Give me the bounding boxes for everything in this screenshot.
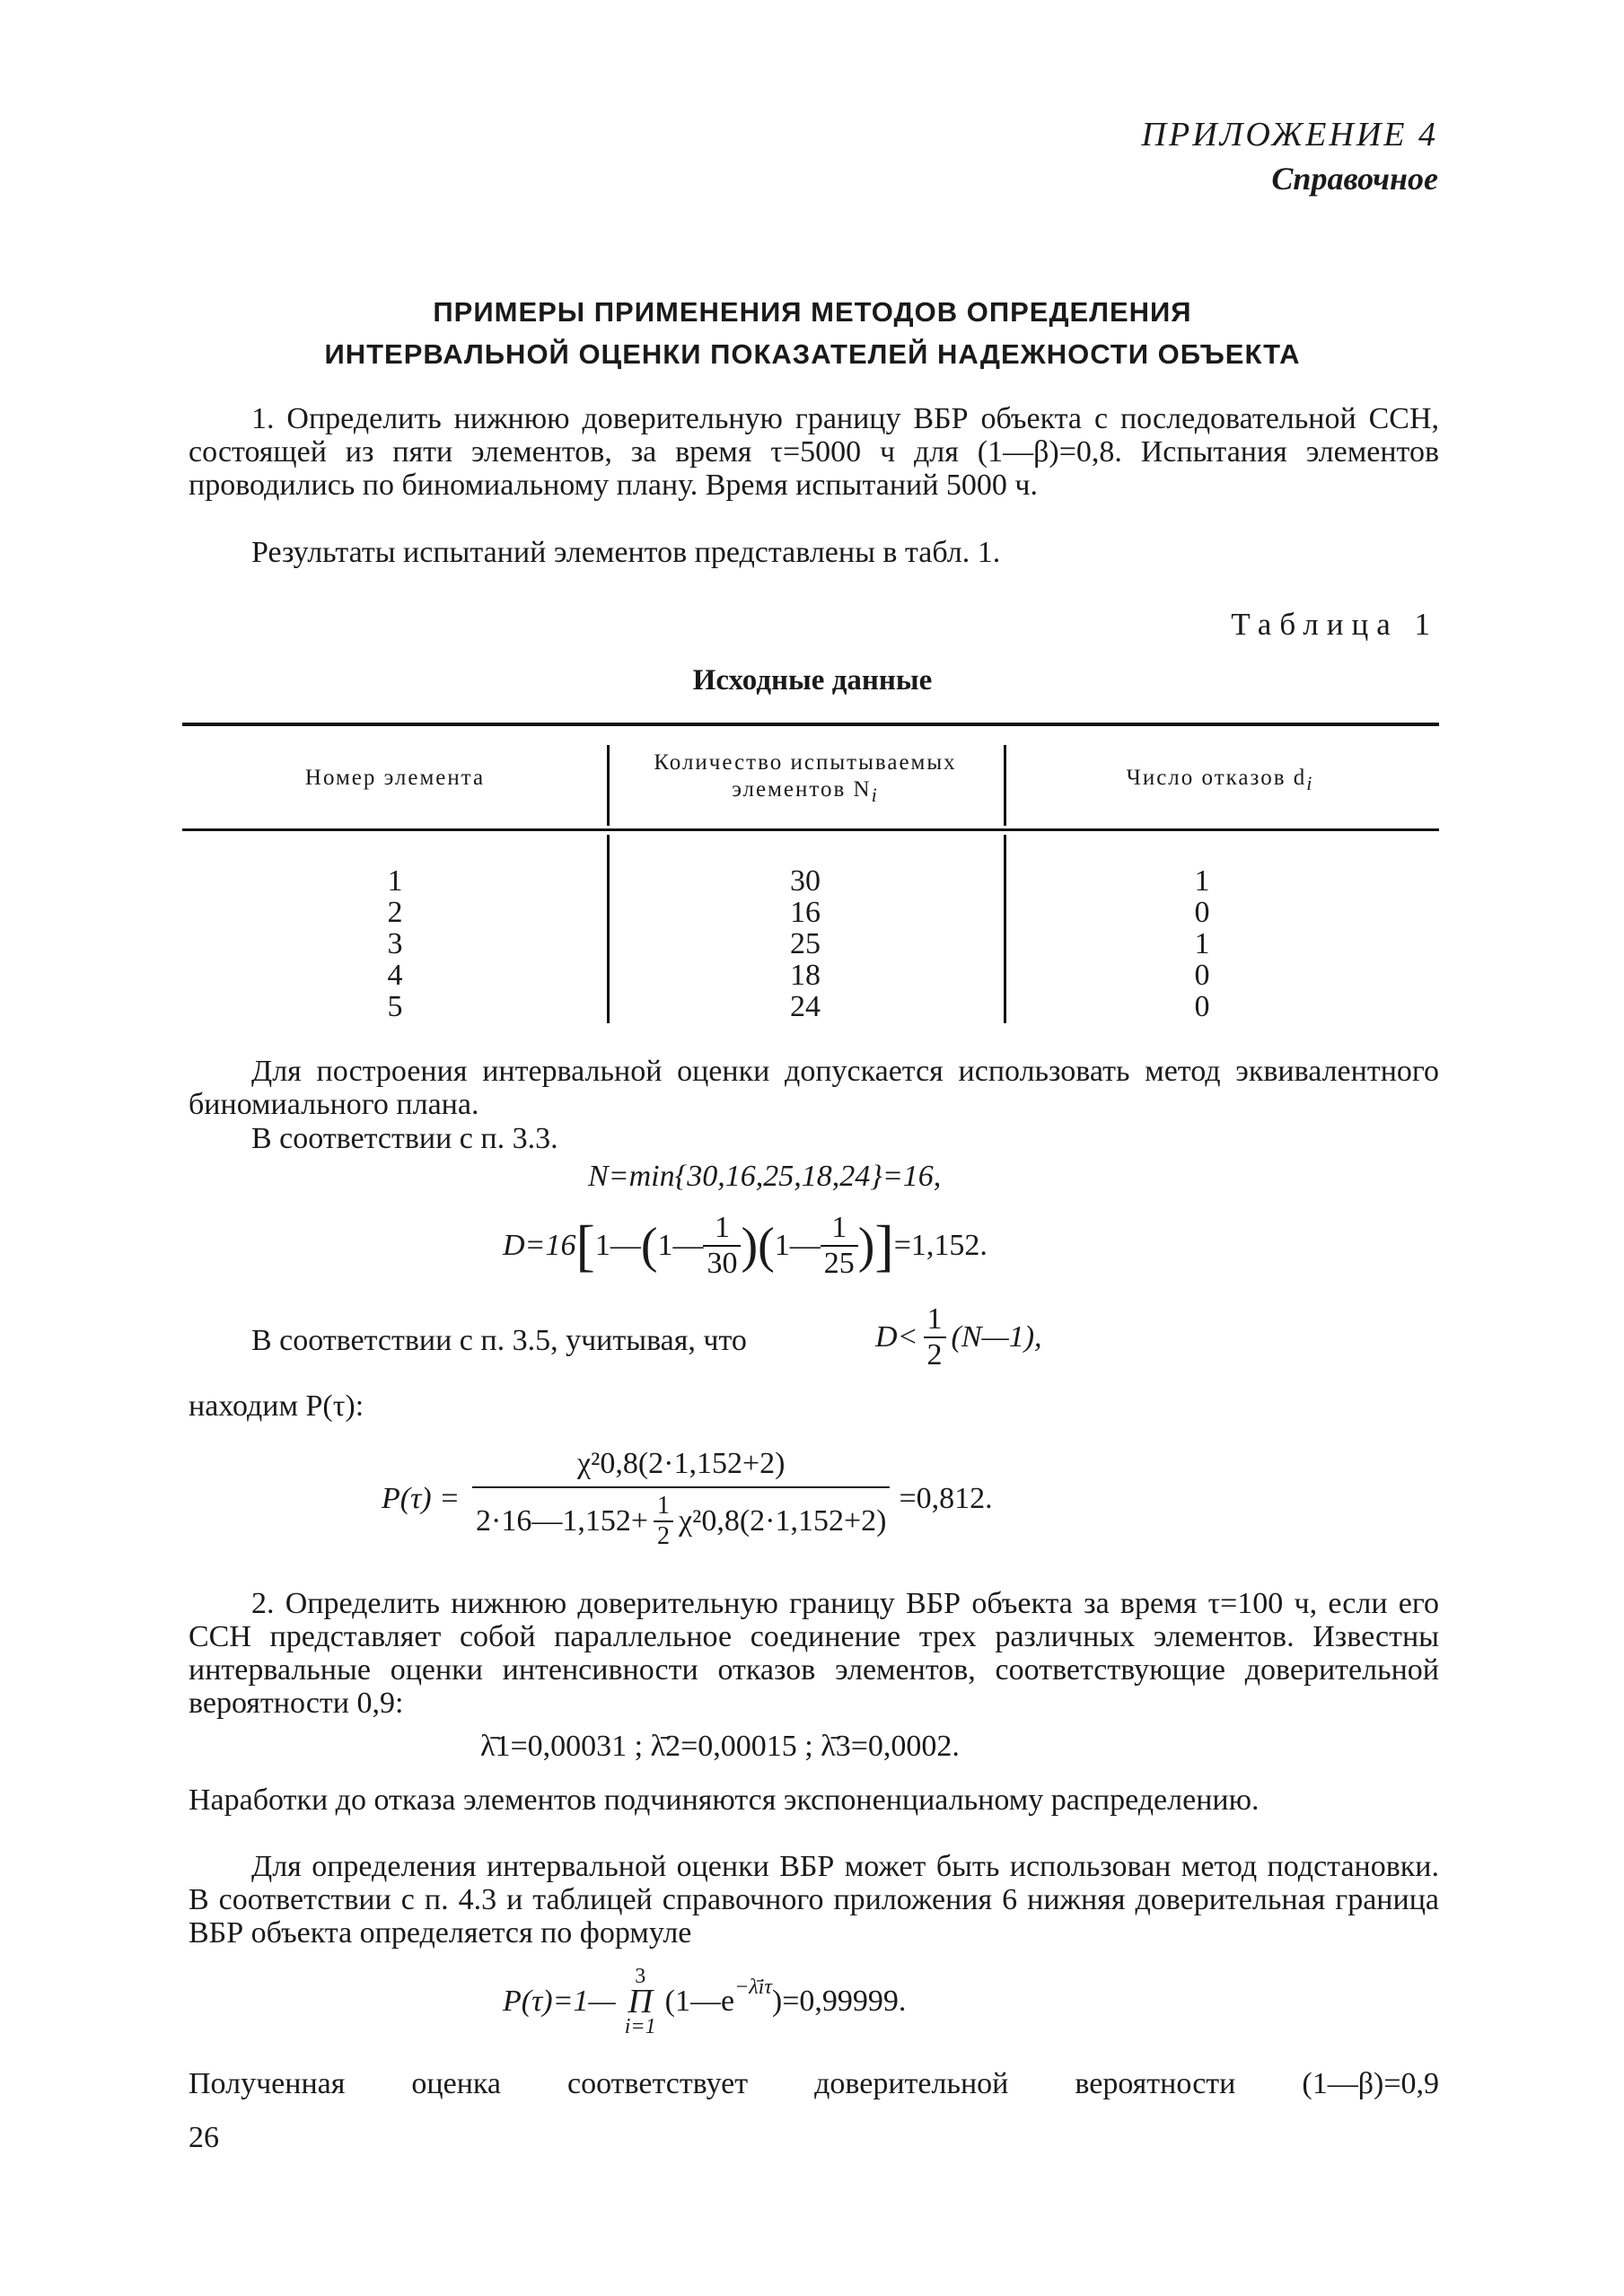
fraction-denominator: 30 [707, 1247, 738, 1280]
table-vline-4 [1004, 835, 1006, 1023]
formula-d-one: 1— [594, 1229, 641, 1262]
formula-d-one-c: 1— [774, 1229, 821, 1262]
product-operator [625, 1964, 656, 2039]
fraction-1-30 [703, 1211, 741, 1281]
fraction-1-25 [821, 1211, 858, 1281]
formula-p1-rhs: =0,812. [899, 1482, 993, 1515]
product-upper: 3 [635, 1965, 646, 1988]
example-2-paragraph: 2. Определить нижнюю доверительную границу ВБР объекта за время τ=100 ч, если его ССН представляет собой параллельное соединение трех различных элементов. Известны интервальные оценки интенсивности отказов элементов, соответствующие доверительной вероятности 0,9: [189, 1587, 1439, 1720]
fraction-numerator: 1 [703, 1211, 741, 1247]
table-caption: Таблица 1 [1231, 607, 1438, 642]
table-cell: 4 [387, 959, 403, 992]
denominator-part-a: 2·16—1,152+ [476, 1504, 649, 1538]
condition-lhs: D< [875, 1320, 918, 1354]
formula-p2-exponent: −λ̄iτ [734, 1975, 772, 1999]
page-number: 26 [189, 2121, 219, 2154]
table-cell: 5 [387, 990, 403, 1023]
example-1-paragraph: 1. Определить нижнюю доверительную границу ВБР объекта с последовательной ССН, состоящей из пяти элементов, за время τ=5000 ч для (1—β)=0,8. Испытания элементов проводились по биномиальному плану. Время испытаний 5000 ч. [189, 402, 1439, 502]
formula-p-2 [503, 1948, 906, 2055]
table-cell: 30 [790, 864, 821, 898]
appendix-label: ПРИЛОЖЕНИЕ 4 [1141, 116, 1438, 153]
paren-close-2: ) [857, 1218, 875, 1274]
table-cell: 0 [1194, 896, 1210, 929]
table-title: Исходные данные [692, 664, 933, 697]
formula-p2-rhs: )=0,99999. [771, 1985, 907, 2018]
paren-close: )( [741, 1218, 775, 1274]
table-cell: 16 [790, 896, 821, 929]
table-cell: 1 [1194, 864, 1210, 898]
fraction-denominator: 2 [926, 1338, 943, 1371]
table-vline-1 [607, 745, 610, 826]
header-tested-count-text: Количество испытываемых элементов N [654, 750, 957, 802]
table-top-rule [182, 723, 1439, 726]
header-tested-count-sub: i [871, 784, 879, 806]
title-line-1: ПРИМЕРЫ ПРИМЕНЕНИЯ МЕТОДОВ ОПРЕДЕЛЕНИЯ [433, 296, 1192, 328]
header-element-number: Номер элемента [304, 766, 486, 790]
table-cell: 2 [387, 896, 403, 929]
bracket-open: [ [575, 1214, 595, 1277]
table-cell: 1 [387, 864, 403, 898]
header-tested-count [612, 749, 998, 809]
find-p-line: находим P(τ): [189, 1389, 364, 1423]
header-failure-count-sub: i [1306, 772, 1314, 794]
table-cell: 0 [1194, 959, 1210, 992]
fraction-1-2 [924, 1302, 946, 1372]
paren-open: ( [640, 1218, 658, 1274]
formula-p2-mid: (1—e [664, 1985, 735, 2018]
fraction-denominator: 25 [823, 1247, 855, 1280]
product-symbol: П [628, 1983, 653, 2020]
exponential-paragraph: Наработки до отказа элементов подчиняются экспоненциальному распределению. [189, 1783, 1260, 1817]
formula-p1-fraction [472, 1447, 890, 1551]
appendix-type: Справочное [1271, 161, 1438, 197]
formula-p-1 [382, 1436, 993, 1562]
fraction-half [654, 1492, 673, 1551]
formula-n: N=min{30,16,25,18,24}=16, [588, 1160, 942, 1193]
table-reference-paragraph: Результаты испытаний элементов представлены в табл. 1. [251, 536, 1001, 569]
table-vline-3 [607, 835, 610, 1023]
formula-p1-denominator [472, 1488, 890, 1551]
fraction-numerator: 1 [924, 1302, 946, 1338]
condition-intro: В соответствии с п. 3.5, учитывая, что [251, 1324, 747, 1357]
fraction-numerator: 1 [654, 1492, 673, 1522]
formula-d-lhs: D=16 [503, 1229, 576, 1262]
column-tested-count [612, 865, 998, 1022]
fraction-denominator: 2 [657, 1522, 671, 1550]
formula-p1-numerator: χ²0,8(2·1,152+2) [472, 1447, 890, 1488]
product-lower: i=1 [624, 2015, 656, 2038]
table-vline-2 [1004, 745, 1006, 826]
reference-3-3: В соответствии с п. 3.3. [251, 1122, 558, 1155]
table-cell: 18 [790, 959, 821, 992]
confidence-paragraph: Полученная оценка соответствует доверительной вероятности (1—β)=0,9 [189, 2067, 1439, 2100]
formula-lambda: λ̄1=0,00031 ; λ̄2=0,00015 ; λ̄3=0,0002. [480, 1730, 960, 1763]
column-failure-count [1009, 865, 1395, 1022]
formula-p1-lhs: P(τ) = [382, 1482, 461, 1515]
fraction-numerator: 1 [821, 1211, 858, 1247]
table-cell: 0 [1194, 990, 1210, 1023]
table-cell: 24 [790, 990, 821, 1023]
formula-d-rhs: =1,152. [893, 1229, 988, 1262]
formula-d [503, 1205, 988, 1286]
table-header-rule [182, 828, 1439, 831]
condition-rhs: (N—1), [951, 1320, 1042, 1354]
equivalent-plan-paragraph: Для построения интервальной оценки допускается использовать метод эквивалентного биномиального плана. [189, 1055, 1439, 1121]
table-cell: 3 [387, 927, 403, 960]
formula-condition [875, 1293, 1042, 1382]
table-cell: 1 [1194, 927, 1210, 960]
substitution-paragraph: Для определения интервальной оценки ВБР может быть использован метод подстановки. В соответствии с п. 4.3 и таблицей справочного приложения 6 нижняя доверительная граница ВБР объекта определяется по формуле [189, 1850, 1439, 1950]
formula-p2-lhs: P(τ)=1— [503, 1985, 616, 2018]
formula-d-one-b: 1— [657, 1229, 704, 1262]
table-cell: 25 [790, 927, 821, 960]
denominator-part-b: χ²0,8(2·1,152+2) [679, 1504, 887, 1538]
header-failure-count [1009, 765, 1431, 797]
title-line-2: ИНТЕРВАЛЬНОЙ ОЦЕНКИ ПОКАЗАТЕЛЕЙ НАДЕЖНОСТИ ОБЪЕКТА [324, 338, 1301, 370]
bracket-close: ] [874, 1214, 894, 1277]
header-failure-count-text: Число отказов d [1126, 766, 1307, 790]
column-element-number [189, 865, 601, 1022]
